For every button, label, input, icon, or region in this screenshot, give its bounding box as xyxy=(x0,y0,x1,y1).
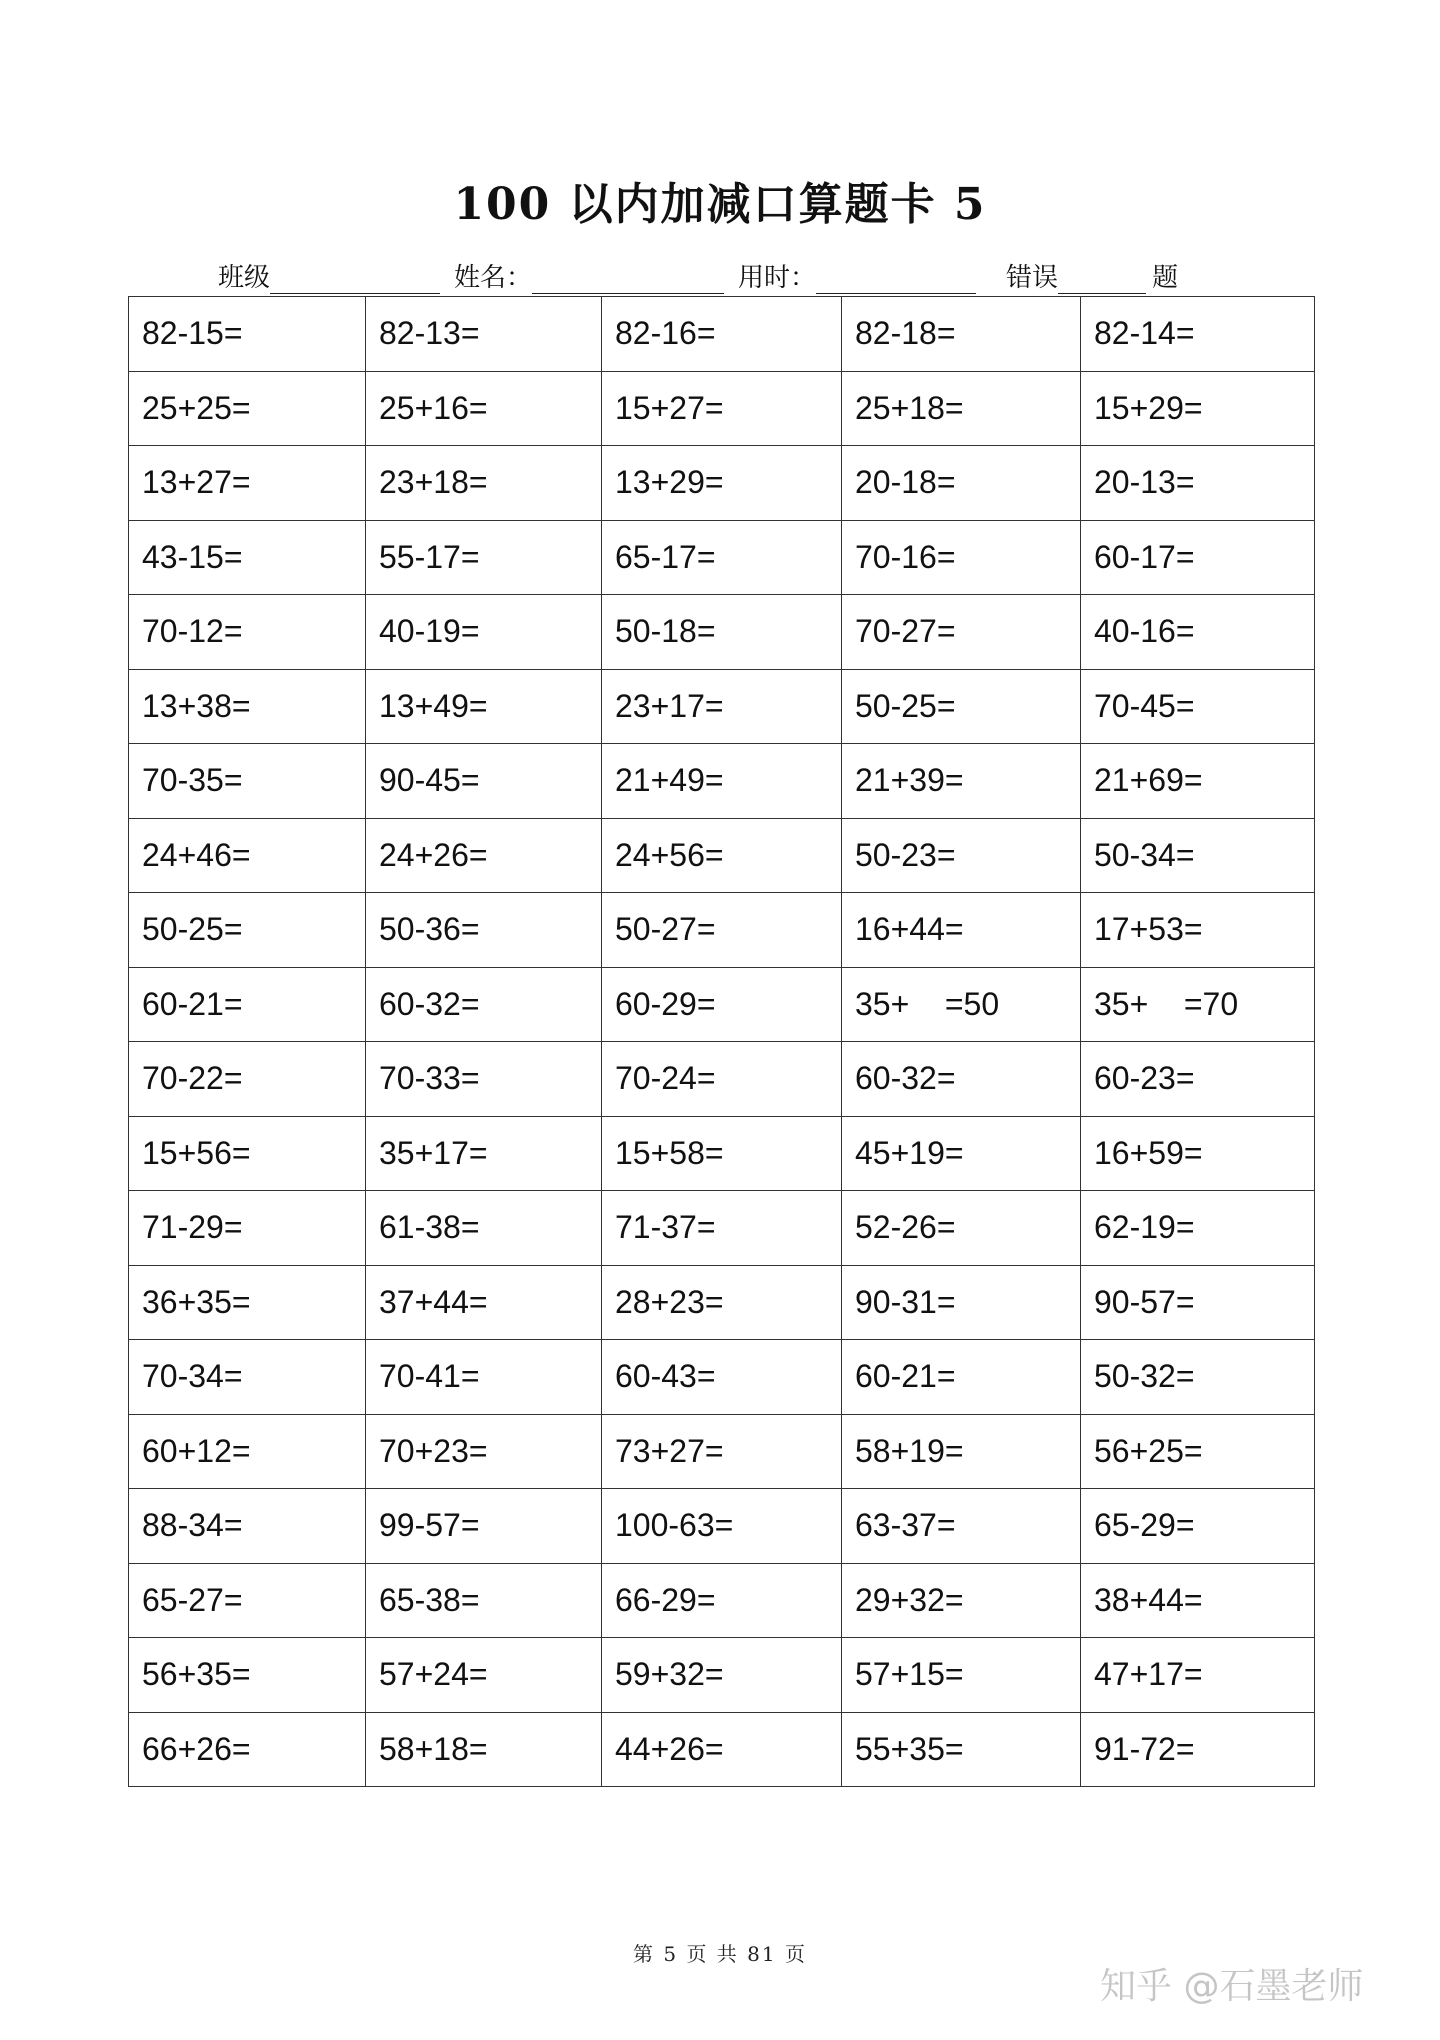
table-row xyxy=(129,1563,1315,1638)
class-blank[interactable] xyxy=(270,263,440,294)
problem-cell: 60-43= xyxy=(602,1340,842,1415)
problem-cell: 60-21= xyxy=(842,1340,1081,1415)
problem-cell: 90-45= xyxy=(366,744,602,819)
error-suffix: 题 xyxy=(1152,263,1179,293)
table-row xyxy=(129,967,1315,1042)
problem-cell: 35+17= xyxy=(366,1116,602,1191)
problem-cell: 50-18= xyxy=(602,595,842,670)
problem-cell: 35+ =70 xyxy=(1081,967,1315,1042)
problem-cell: 17+53= xyxy=(1081,893,1315,968)
problem-cell: 25+18= xyxy=(842,371,1081,446)
problem-cell: 63-37= xyxy=(842,1489,1081,1564)
problem-cell: 15+29= xyxy=(1081,371,1315,446)
problem-cell: 13+27= xyxy=(129,446,366,521)
problem-cell: 45+19= xyxy=(842,1116,1081,1191)
problem-cell: 24+56= xyxy=(602,818,842,893)
problem-cell: 13+49= xyxy=(366,669,602,744)
table-row xyxy=(129,297,1315,372)
problem-cell: 25+16= xyxy=(366,371,602,446)
problem-cell: 70-12= xyxy=(129,595,366,670)
problem-cell: 20-13= xyxy=(1081,446,1315,521)
problem-cell: 60-29= xyxy=(602,967,842,1042)
problem-cell: 65-29= xyxy=(1081,1489,1315,1564)
problem-cell: 37+44= xyxy=(366,1265,602,1340)
problem-cell: 56+35= xyxy=(129,1638,366,1713)
problem-cell: 65-38= xyxy=(366,1563,602,1638)
page-title: 100 以内加减口算题卡 5 xyxy=(453,179,987,230)
problem-cell: 21+39= xyxy=(842,744,1081,819)
problem-cell: 60-32= xyxy=(366,967,602,1042)
table-row xyxy=(129,371,1315,446)
table-row xyxy=(129,1489,1315,1564)
problem-cell: 66-29= xyxy=(602,1563,842,1638)
table-row xyxy=(129,1340,1315,1415)
watermark: 知乎 @石墨老师 xyxy=(1100,1966,1364,2007)
table-row xyxy=(129,1191,1315,1266)
problem-cell: 15+58= xyxy=(602,1116,842,1191)
problem-cell: 82-16= xyxy=(602,297,842,372)
problem-cell: 70-27= xyxy=(842,595,1081,670)
time-label: 用时： xyxy=(738,263,817,293)
problem-cell: 36+35= xyxy=(129,1265,366,1340)
problem-cell: 47+17= xyxy=(1081,1638,1315,1713)
problem-cell: 73+27= xyxy=(602,1414,842,1489)
problem-cell: 15+56= xyxy=(129,1116,366,1191)
problem-cell: 52-26= xyxy=(842,1191,1081,1266)
problem-cell: 70+23= xyxy=(366,1414,602,1489)
problem-cell: 50-25= xyxy=(129,893,366,968)
table-row xyxy=(129,818,1315,893)
problem-cell: 82-18= xyxy=(842,297,1081,372)
problem-cell: 25+25= xyxy=(129,371,366,446)
student-info-line xyxy=(218,258,1178,294)
problem-cell: 13+38= xyxy=(129,669,366,744)
problem-cell: 55+35= xyxy=(842,1712,1081,1787)
problem-cell: 60-21= xyxy=(129,967,366,1042)
problem-cell: 20-18= xyxy=(842,446,1081,521)
problem-cell: 59+32= xyxy=(602,1638,842,1713)
table-row xyxy=(129,1712,1315,1787)
problem-cell: 50-23= xyxy=(842,818,1081,893)
problem-cell: 66+26= xyxy=(129,1712,366,1787)
problem-cell: 55-17= xyxy=(366,520,602,595)
problem-cell: 57+24= xyxy=(366,1638,602,1713)
problem-cell: 58+19= xyxy=(842,1414,1081,1489)
problem-cell: 71-29= xyxy=(129,1191,366,1266)
name-blank[interactable] xyxy=(532,263,724,294)
table-row xyxy=(129,1116,1315,1191)
problem-cell: 70-16= xyxy=(842,520,1081,595)
table-row xyxy=(129,893,1315,968)
problem-cell: 61-38= xyxy=(366,1191,602,1266)
table-row xyxy=(129,744,1315,819)
problem-cell: 24+26= xyxy=(366,818,602,893)
class-label: 班级 xyxy=(218,263,271,293)
problem-cell: 88-34= xyxy=(129,1489,366,1564)
table-row xyxy=(129,1265,1315,1340)
problem-cell: 35+ =50 xyxy=(842,967,1081,1042)
problem-cell: 16+44= xyxy=(842,893,1081,968)
problem-cell: 50-34= xyxy=(1081,818,1315,893)
table-row xyxy=(129,669,1315,744)
problem-cell: 70-24= xyxy=(602,1042,842,1117)
problem-cell: 70-41= xyxy=(366,1340,602,1415)
error-label: 错误 xyxy=(1006,263,1059,293)
table-row xyxy=(129,446,1315,521)
problem-cell: 50-32= xyxy=(1081,1340,1315,1415)
problem-cell: 21+69= xyxy=(1081,744,1315,819)
problem-cell: 40-16= xyxy=(1081,595,1315,670)
problem-cell: 23+17= xyxy=(602,669,842,744)
problem-cell: 82-15= xyxy=(129,297,366,372)
problem-cell: 40-19= xyxy=(366,595,602,670)
problem-cell: 70-34= xyxy=(129,1340,366,1415)
problem-cell: 65-17= xyxy=(602,520,842,595)
problem-cell: 91-72= xyxy=(1081,1712,1315,1787)
problem-cell: 90-57= xyxy=(1081,1265,1315,1340)
problem-cell: 43-15= xyxy=(129,520,366,595)
problem-grid xyxy=(128,296,1315,1787)
problem-cell: 28+23= xyxy=(602,1265,842,1340)
problem-cell: 57+15= xyxy=(842,1638,1081,1713)
name-label: 姓名： xyxy=(454,263,533,293)
table-row xyxy=(129,520,1315,595)
problem-cell: 23+18= xyxy=(366,446,602,521)
table-row xyxy=(129,1414,1315,1489)
problem-cell: 50-25= xyxy=(842,669,1081,744)
problem-cell: 60-23= xyxy=(1081,1042,1315,1117)
page-footer: 第 5 页 共 81 页 xyxy=(633,1942,807,1966)
problem-cell: 60-32= xyxy=(842,1042,1081,1117)
problem-cell: 21+49= xyxy=(602,744,842,819)
problem-cell: 70-33= xyxy=(366,1042,602,1117)
problem-cell: 38+44= xyxy=(1081,1563,1315,1638)
problem-cell: 65-27= xyxy=(129,1563,366,1638)
problem-cell: 90-31= xyxy=(842,1265,1081,1340)
problem-cell: 56+25= xyxy=(1081,1414,1315,1489)
problem-cell: 70-22= xyxy=(129,1042,366,1117)
problem-cell: 70-35= xyxy=(129,744,366,819)
problem-cell: 50-27= xyxy=(602,893,842,968)
problem-cell: 50-36= xyxy=(366,893,602,968)
problem-cell: 16+59= xyxy=(1081,1116,1315,1191)
problem-cell: 24+46= xyxy=(129,818,366,893)
problem-cell: 99-57= xyxy=(366,1489,602,1564)
problem-cell: 70-45= xyxy=(1081,669,1315,744)
error-blank[interactable] xyxy=(1058,263,1146,294)
problem-cell: 60+12= xyxy=(129,1414,366,1489)
table-row xyxy=(129,1638,1315,1713)
table-row xyxy=(129,595,1315,670)
problem-cell: 60-17= xyxy=(1081,520,1315,595)
problem-cell: 29+32= xyxy=(842,1563,1081,1638)
problem-cell: 44+26= xyxy=(602,1712,842,1787)
problem-cell: 71-37= xyxy=(602,1191,842,1266)
problem-cell: 82-13= xyxy=(366,297,602,372)
problem-cell: 13+29= xyxy=(602,446,842,521)
problem-cell: 82-14= xyxy=(1081,297,1315,372)
problem-cell: 62-19= xyxy=(1081,1191,1315,1266)
time-blank[interactable] xyxy=(816,263,976,294)
problem-cell: 58+18= xyxy=(366,1712,602,1787)
problem-cell: 100-63= xyxy=(602,1489,842,1564)
problem-cell: 15+27= xyxy=(602,371,842,446)
table-row xyxy=(129,1042,1315,1117)
